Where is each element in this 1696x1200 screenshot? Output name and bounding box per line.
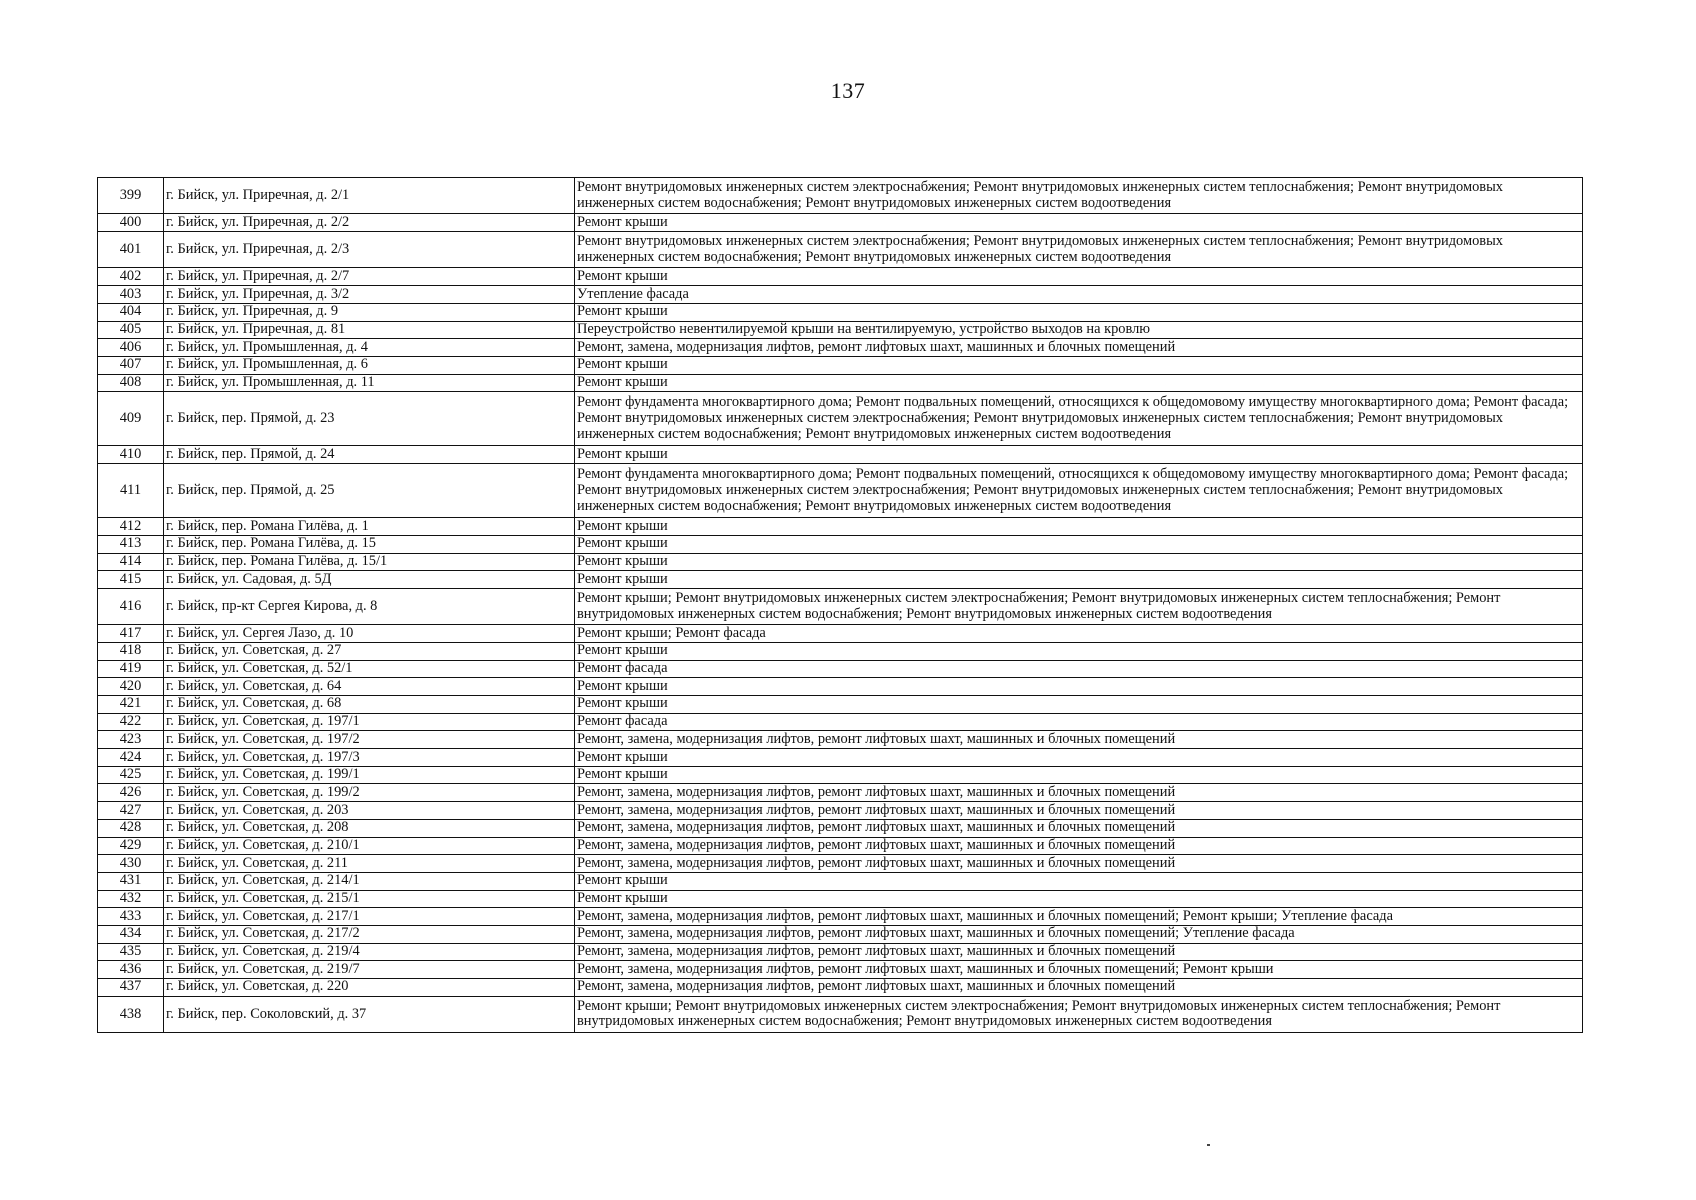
table-row [98,660,1583,678]
row-address: г. Бийск, ул. Промышленная, д. 11 [164,374,575,392]
table-row [98,571,1583,589]
row-address: г. Бийск, ул. Приречная, д. 3/2 [164,286,575,304]
row-address: г. Бийск, ул. Приречная, д. 2/2 [164,214,575,232]
row-address: г. Бийск, ул. Советская, д. 215/1 [164,890,575,908]
row-number: 399 [98,178,164,214]
row-address: г. Бийск, ул. Советская, д. 217/2 [164,925,575,943]
table-row [98,784,1583,802]
row-works: Ремонт, замена, модернизация лифтов, ремонт лифтовых шахт, машинных и блочных помещений [575,943,1583,961]
row-number: 410 [98,446,164,464]
row-works: Ремонт фасада [575,713,1583,731]
row-address: г. Бийск, ул. Сергея Лазо, д. 10 [164,625,575,643]
table-row [98,925,1583,943]
row-address: г. Бийск, ул. Советская, д. 220 [164,979,575,997]
row-works: Ремонт, замена, модернизация лифтов, ремонт лифтовых шахт, машинных и блочных помещений; Утепление фасада [575,925,1583,943]
row-number: 417 [98,625,164,643]
row-works: Ремонт крыши; Ремонт фасада [575,625,1583,643]
row-works: Ремонт, замена, модернизация лифтов, ремонт лифтовых шахт, машинных и блочных помещений [575,819,1583,837]
table-row [98,464,1583,518]
row-address: г. Бийск, ул. Советская, д. 68 [164,696,575,714]
table-row [98,214,1583,232]
row-number: 414 [98,553,164,571]
row-address: г. Бийск, пер. Прямой, д. 24 [164,446,575,464]
table-row [98,625,1583,643]
table-row [98,356,1583,374]
table-row [98,890,1583,908]
row-number: 427 [98,802,164,820]
row-works: Ремонт крыши [575,356,1583,374]
table-row [98,837,1583,855]
row-number: 433 [98,908,164,926]
row-works: Ремонт, замена, модернизация лифтов, ремонт лифтовых шахт, машинных и блочных помещений [575,979,1583,997]
table-row [98,535,1583,553]
table-row [98,268,1583,286]
row-number: 430 [98,855,164,873]
row-number: 411 [98,464,164,518]
row-address: г. Бийск, ул. Советская, д. 52/1 [164,660,575,678]
row-works: Ремонт, замена, модернизация лифтов, ремонт лифтовых шахт, машинных и блочных помещений [575,855,1583,873]
row-works: Ремонт крыши [575,678,1583,696]
row-number: 421 [98,696,164,714]
row-works: Переустройство невентилируемой крыши на вентилируемую, устройство выходов на кровлю [575,321,1583,339]
row-number: 436 [98,961,164,979]
row-address: г. Бийск, ул. Садовая, д. 5Д [164,571,575,589]
table-row [98,286,1583,304]
row-address: г. Бийск, ул. Советская, д. 197/3 [164,749,575,767]
row-address: г. Бийск, ул. Советская, д. 27 [164,642,575,660]
row-address: г. Бийск, пер. Соколовский, д. 37 [164,996,575,1032]
table-row [98,232,1583,268]
row-number: 435 [98,943,164,961]
row-address: г. Бийск, ул. Советская, д. 219/7 [164,961,575,979]
row-address: г. Бийск, ул. Промышленная, д. 6 [164,356,575,374]
row-number: 423 [98,731,164,749]
row-works: Ремонт фундамента многоквартирного дома; Ремонт подвальных помещений, относящихся к общедомовому имуществу многоквартирного дома; Ремонт фасада; Ремонт внутридомовых инженерных систем электроснабжения; Ремонт внутридомовых инженерных систем теплоснабжения; Ремонт внутридомовых инженерных систем водоснабжения; Ремонт внутридомовых инженерных систем водоотведения [575,464,1583,518]
row-number: 420 [98,678,164,696]
row-number: 408 [98,374,164,392]
row-works: Ремонт, замена, модернизация лифтов, ремонт лифтовых шахт, машинных и блочных помещений [575,837,1583,855]
row-address: г. Бийск, пер. Прямой, д. 23 [164,392,575,446]
row-number: 407 [98,356,164,374]
row-number: 402 [98,268,164,286]
row-address: г. Бийск, ул. Советская, д. 211 [164,855,575,873]
table-row [98,731,1583,749]
row-works: Ремонт крыши; Ремонт внутридомовых инженерных систем электроснабжения; Ремонт внутридомовых инженерных систем теплоснабжения; Ремонт внутридомовых инженерных систем водоснабжения; Ремонт внутридомовых инженерных систем водоотведения [575,996,1583,1032]
row-address: г. Бийск, ул. Советская, д. 203 [164,802,575,820]
table-row [98,908,1583,926]
row-address: г. Бийск, ул. Советская, д. 217/1 [164,908,575,926]
row-address: г. Бийск, пер. Романа Гилёва, д. 1 [164,518,575,536]
row-works: Ремонт крыши [575,535,1583,553]
row-number: 406 [98,339,164,357]
table-row [98,979,1583,997]
row-address: г. Бийск, ул. Советская, д. 199/1 [164,766,575,784]
row-number: 431 [98,872,164,890]
table-row [98,446,1583,464]
row-works: Ремонт крыши; Ремонт внутридомовых инженерных систем электроснабжения; Ремонт внутридомовых инженерных систем теплоснабжения; Ремонт внутридомовых инженерных систем водоснабжения; Ремонт внутридомовых инженерных систем водоотведения [575,588,1583,624]
row-number: 437 [98,979,164,997]
row-number: 401 [98,232,164,268]
row-works: Ремонт крыши [575,446,1583,464]
row-works: Ремонт, замена, модернизация лифтов, ремонт лифтовых шахт, машинных и блочных помещений [575,802,1583,820]
row-works: Ремонт крыши [575,696,1583,714]
row-address: г. Бийск, ул. Советская, д. 197/1 [164,713,575,731]
row-works: Ремонт крыши [575,642,1583,660]
row-works: Ремонт, замена, модернизация лифтов, ремонт лифтовых шахт, машинных и блочных помещений; Ремонт крыши; Утепление фасада [575,908,1583,926]
table-row [98,819,1583,837]
row-works: Ремонт крыши [575,553,1583,571]
row-address: г. Бийск, ул. Приречная, д. 2/7 [164,268,575,286]
table-row [98,802,1583,820]
table-row [98,996,1583,1032]
row-address: г. Бийск, ул. Советская, д. 208 [164,819,575,837]
table-row [98,766,1583,784]
row-number: 413 [98,535,164,553]
row-number: 422 [98,713,164,731]
row-address: г. Бийск, ул. Советская, д. 214/1 [164,872,575,890]
row-number: 409 [98,392,164,446]
table-row [98,374,1583,392]
row-number: 424 [98,749,164,767]
row-works: Ремонт фундамента многоквартирного дома; Ремонт подвальных помещений, относящихся к общедомовому имуществу многоквартирного дома; Ремонт фасада; Ремонт внутридомовых инженерных систем электроснабжения; Ремонт внутридомовых инженерных систем теплоснабжения; Ремонт внутридомовых инженерных систем водоснабжения; Ремонт внутридомовых инженерных систем водоотведения [575,392,1583,446]
table-row [98,553,1583,571]
row-address: г. Бийск, ул. Советская, д. 64 [164,678,575,696]
row-address: г. Бийск, ул. Советская, д. 197/2 [164,731,575,749]
row-works: Ремонт крыши [575,214,1583,232]
table-row [98,696,1583,714]
row-number: 434 [98,925,164,943]
row-number: 404 [98,303,164,321]
row-number: 416 [98,588,164,624]
table-row [98,588,1583,624]
row-address: г. Бийск, ул. Советская, д. 219/4 [164,943,575,961]
table-row [98,518,1583,536]
row-number: 425 [98,766,164,784]
row-address: г. Бийск, ул. Промышленная, д. 4 [164,339,575,357]
scan-speck [1207,1144,1210,1146]
row-address: г. Бийск, ул. Приречная, д. 9 [164,303,575,321]
row-address: г. Бийск, ул. Приречная, д. 81 [164,321,575,339]
row-works: Ремонт крыши [575,518,1583,536]
row-address: г. Бийск, ул. Приречная, д. 2/3 [164,232,575,268]
row-number: 412 [98,518,164,536]
row-number: 438 [98,996,164,1032]
row-number: 403 [98,286,164,304]
row-works: Ремонт крыши [575,303,1583,321]
table-row [98,943,1583,961]
row-works: Утепление фасада [575,286,1583,304]
table-row [98,339,1583,357]
table-row [98,678,1583,696]
row-address: г. Бийск, пр-кт Сергея Кирова, д. 8 [164,588,575,624]
row-number: 428 [98,819,164,837]
row-works: Ремонт крыши [575,890,1583,908]
table-row [98,303,1583,321]
row-address: г. Бийск, пер. Романа Гилёва, д. 15 [164,535,575,553]
works-table [97,177,1583,1033]
row-number: 432 [98,890,164,908]
row-number: 419 [98,660,164,678]
row-address: г. Бийск, ул. Приречная, д. 2/1 [164,178,575,214]
table-row [98,178,1583,214]
table-row [98,321,1583,339]
row-works: Ремонт, замена, модернизация лифтов, ремонт лифтовых шахт, машинных и блочных помещений [575,784,1583,802]
row-works: Ремонт крыши [575,872,1583,890]
row-works: Ремонт, замена, модернизация лифтов, ремонт лифтовых шахт, машинных и блочных помещений; Ремонт крыши [575,961,1583,979]
row-works: Ремонт, замена, модернизация лифтов, ремонт лифтовых шахт, машинных и блочных помещений [575,731,1583,749]
row-address: г. Бийск, ул. Советская, д. 199/2 [164,784,575,802]
row-address: г. Бийск, ул. Советская, д. 210/1 [164,837,575,855]
row-works: Ремонт крыши [575,571,1583,589]
table-row [98,749,1583,767]
row-works: Ремонт, замена, модернизация лифтов, ремонт лифтовых шахт, машинных и блочных помещений [575,339,1583,357]
table-row [98,961,1583,979]
row-works: Ремонт крыши [575,749,1583,767]
row-works: Ремонт внутридомовых инженерных систем электроснабжения; Ремонт внутридомовых инженерных систем теплоснабжения; Ремонт внутридомовых инженерных систем водоснабжения; Ремонт внутридомовых инженерных систем водоотведения [575,232,1583,268]
row-address: г. Бийск, пер. Прямой, д. 25 [164,464,575,518]
row-works: Ремонт крыши [575,766,1583,784]
row-number: 426 [98,784,164,802]
table-row [98,642,1583,660]
table-row [98,392,1583,446]
row-number: 418 [98,642,164,660]
row-works: Ремонт крыши [575,374,1583,392]
row-number: 415 [98,571,164,589]
table-row [98,872,1583,890]
row-works: Ремонт крыши [575,268,1583,286]
table-row [98,855,1583,873]
row-number: 405 [98,321,164,339]
row-number: 429 [98,837,164,855]
row-number: 400 [98,214,164,232]
page-number: 137 [830,78,866,103]
row-works: Ремонт внутридомовых инженерных систем электроснабжения; Ремонт внутридомовых инженерных систем теплоснабжения; Ремонт внутридомовых инженерных систем водоснабжения; Ремонт внутридомовых инженерных систем водоотведения [575,178,1583,214]
row-works: Ремонт фасада [575,660,1583,678]
works-table-body [98,178,1583,1033]
row-address: г. Бийск, пер. Романа Гилёва, д. 15/1 [164,553,575,571]
table-row [98,713,1583,731]
